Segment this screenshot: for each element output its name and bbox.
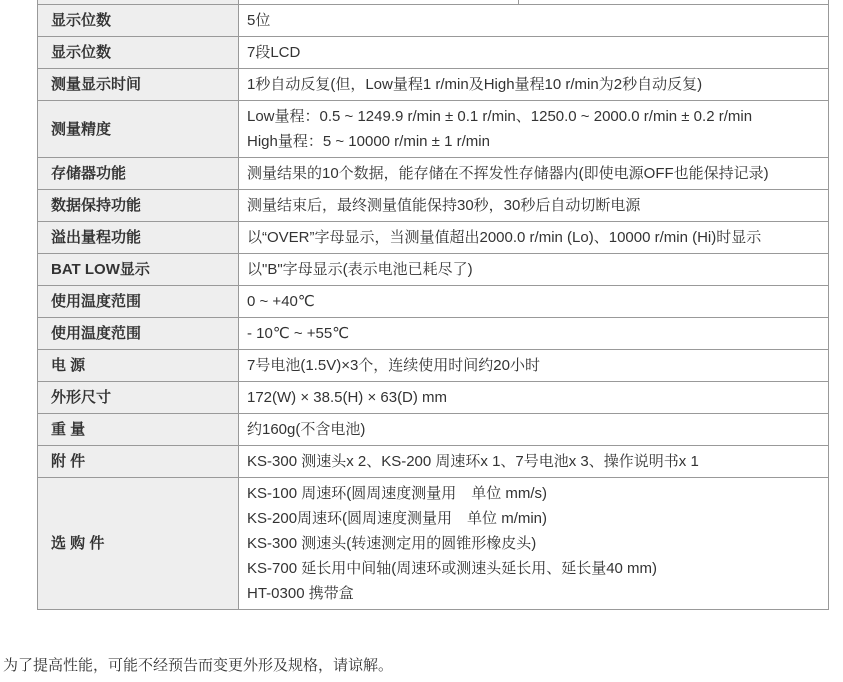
spec-value <box>239 382 829 414</box>
spec-value <box>239 222 829 254</box>
spec-table-body <box>38 0 829 610</box>
spec-label: 显示位数 <box>38 5 239 37</box>
table-row <box>38 37 829 69</box>
table-row <box>38 286 829 318</box>
spec-value <box>239 414 829 446</box>
spec-value <box>239 318 829 350</box>
spec-value <box>239 5 829 37</box>
spec-value-line: 约160g(不含电池) <box>247 421 366 438</box>
spec-label: 选 购 件 <box>38 478 239 610</box>
spec-value-line: - 10℃ ~ +55℃ <box>247 325 350 342</box>
spec-label: 附 件 <box>38 446 239 478</box>
table-row <box>38 222 829 254</box>
table-row <box>38 5 829 37</box>
table-row <box>38 318 829 350</box>
table-row <box>38 350 829 382</box>
spec-value-line: KS-300 测速头(转速测定用的圆锥形橡皮头) <box>247 535 537 552</box>
spec-value-line: KS-200周速环(圆周速度测量用 单位 m/min) <box>247 510 548 527</box>
spec-value <box>239 101 829 158</box>
spec-label: BAT LOW显示 <box>38 254 239 286</box>
spec-value-line: 测量结束后，最终测量值能保持30秒，30秒后自动切断电源 <box>247 197 641 214</box>
spec-value-line: 以“OVER”字母显示，当测量值超出2000.0 r/min (Lo)、10000 r/min (Hi)时显示 <box>247 229 762 246</box>
spec-value-line: HT-0300 携带盒 <box>247 585 354 602</box>
spec-value-line: KS-700 延长用中间轴(周速环或测速头延长用、延长量40 mm) <box>247 560 658 577</box>
spec-label: 测量精度 <box>38 101 239 158</box>
spec-value <box>239 190 829 222</box>
spec-label: 测量显示时间 <box>38 69 239 101</box>
spec-label: 使用温度范围 <box>38 318 239 350</box>
spec-value-line: 1秒自动反复(但，Low量程1 r/min及High量程10 r/min为2秒自动反复) <box>247 76 703 93</box>
spec-value <box>239 446 829 478</box>
table-row <box>38 446 829 478</box>
table-row <box>38 69 829 101</box>
table-row <box>38 158 829 190</box>
spec-value-line: 172(W) × 38.5(H) × 63(D) mm <box>247 389 448 406</box>
table-row <box>38 478 829 610</box>
spec-value <box>239 158 829 190</box>
spec-table <box>37 0 829 610</box>
table-row <box>38 382 829 414</box>
spec-value <box>239 286 829 318</box>
table-row <box>38 254 829 286</box>
spec-value-line: 以"B"字母显示(表示电池已耗尽了) <box>247 261 473 278</box>
footer-note: 为了提高性能，可能不经预告而变更外形及规格，请谅解。 <box>3 657 394 674</box>
table-row <box>38 101 829 158</box>
spec-value <box>239 37 829 69</box>
spec-label: 电 源 <box>38 350 239 382</box>
spec-value-line: High量程：5 ~ 10000 r/min ± 1 r/min <box>247 133 490 150</box>
spec-value-line: 7号电池(1.5V)×3个，连续使用时间约20小时 <box>247 357 540 374</box>
spec-label: 使用温度范围 <box>38 286 239 318</box>
spec-value <box>239 478 829 610</box>
spec-value-line: KS-300 测速头x 2、KS-200 周速环x 1、7号电池x 3、操作说明书x 1 <box>247 453 699 470</box>
spec-label: 溢出量程功能 <box>38 222 239 254</box>
spec-label: 显示位数 <box>38 37 239 69</box>
table-row <box>38 190 829 222</box>
spec-label: 数据保持功能 <box>38 190 239 222</box>
spec-label: 存储器功能 <box>38 158 239 190</box>
spec-value <box>239 69 829 101</box>
spec-value-line: 测量结果的10个数据，能存储在不挥发性存储器内(即使电源OFF也能保持记录) <box>247 165 769 182</box>
table-row <box>38 414 829 446</box>
spec-value-line: 7段LCD <box>247 44 301 61</box>
spec-value-line: 5位 <box>247 12 271 29</box>
spec-value-line: Low量程：0.5 ~ 1249.9 r/min ± 0.1 r/min、1250.0 ~ 2000.0 r/min ± 0.2 r/min <box>247 108 753 125</box>
spec-label: 重 量 <box>38 414 239 446</box>
spec-value <box>239 350 829 382</box>
spec-value-line: 0 ~ +40℃ <box>247 293 315 310</box>
spec-value <box>239 254 829 286</box>
spec-label: 外形尺寸 <box>38 382 239 414</box>
spec-value-line: KS-100 周速环(圆周速度测量用 单位 mm/s) <box>247 485 548 502</box>
